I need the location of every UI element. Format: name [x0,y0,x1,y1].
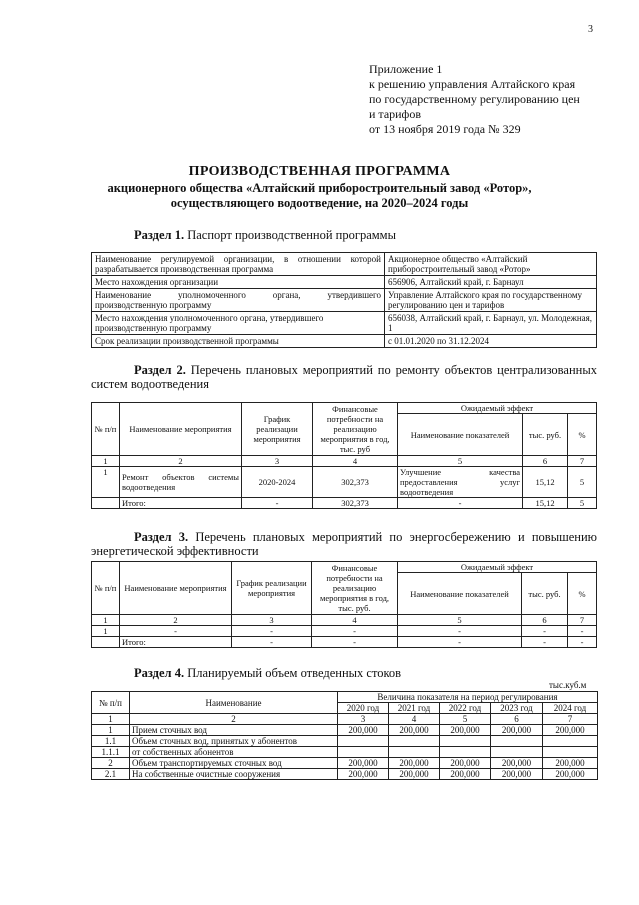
table-cell: 302,373 [313,467,398,498]
table-header: Наименование показателей [398,414,523,456]
table-cell: от собственных абонентов [130,747,338,758]
table-header: Наименование мероприятия [120,403,242,456]
table-header: 2022 год [440,703,491,714]
table-header: тыс. руб. [522,573,568,615]
table-cell: - [232,637,312,648]
table-cell: 200,000 [491,769,543,780]
table-cell: - [312,637,398,648]
table-cell: - [398,637,522,648]
table-cell: 2 [130,714,338,725]
table-cell: 200,000 [543,769,598,780]
table-cell: 5 [568,498,597,509]
appendix-line: Приложение 1 [369,62,443,76]
table-cell: 200,000 [389,769,440,780]
table-cell: 7 [568,456,597,467]
table-cell: - [568,626,597,637]
table-cell [92,498,120,509]
table-cell: 1 [92,467,120,498]
table-cell: Срок реализации производственной программы [92,335,385,348]
document-title: ПРОИЗВОДСТВЕННАЯ ПРОГРАММА [188,164,451,179]
table-row [92,456,597,467]
table-row [92,615,597,626]
table-cell: - [232,626,312,637]
table-cell: 2020-2024 [242,467,313,498]
table-row [92,335,597,348]
unit-label: тыс.куб.м [549,680,587,690]
table-header: График реализации мероприятия [242,403,313,456]
section3-heading [91,530,597,558]
table-cell: 2 [120,456,242,467]
table-header: № п/п [92,562,120,615]
table-cell: - [120,626,232,637]
table-row [92,467,597,498]
table-cell: 200,000 [338,758,389,769]
table-cell: 1 [92,615,120,626]
appendix-line: и тарифов [369,107,422,121]
table-row [92,725,598,736]
section1-label: Раздел 1. [134,228,185,242]
table-cell: Управление Алтайского края по государственному регулированию цен и тарифов [385,289,597,312]
table-cell: 200,000 [491,725,543,736]
table-cell [543,736,598,747]
table-cell: - [522,626,568,637]
table-cell: Место нахождения организации [92,276,385,289]
passport-table [91,252,597,348]
table-cell: 5 [398,615,522,626]
table-header: 2023 год [491,703,543,714]
section1-title: Паспорт производственной программы [184,228,396,242]
table-header: Финансовые потребности на реализацию мероприятия в год, тыс. руб [313,403,398,456]
table-row [92,714,598,725]
table-row [92,692,598,703]
table-row [92,403,597,414]
table-cell: 7 [568,615,597,626]
volume-table [91,691,598,780]
table-cell: 1.1.1 [92,747,130,758]
appendix-line: к решению управления Алтайского края [369,77,576,91]
table-row [92,747,598,758]
table-cell: 1 [92,714,130,725]
appendix-line: по государственному регулированию цен [369,92,580,106]
table-cell [389,736,440,747]
document-subtitle: акционерного общества «Алтайский приборостроительный завод «Ротор», [107,181,532,195]
table-cell: 15,12 [523,498,568,509]
page-number: 3 [588,24,593,35]
table-cell: Наименование регулируемой организации, в отношении которой разрабатывается производственная программа [92,253,385,276]
energy-table [91,561,597,648]
table-cell: 1 [92,456,120,467]
section1-heading [134,228,396,243]
table-cell: 1 [92,725,130,736]
table-cell: 1.1 [92,736,130,747]
section2-label: Раздел 2. [134,363,186,377]
table-cell: - [398,626,522,637]
table-cell: 200,000 [338,725,389,736]
table-header: Наименование мероприятия [120,562,232,615]
table-cell: 7 [543,714,598,725]
table-cell: Итого: [120,637,232,648]
table-cell: Наименование уполномоченного органа, утвердившего производственную программу [92,289,385,312]
table-header: Наименование [130,692,338,714]
table-cell: - [398,498,523,509]
table-cell: 200,000 [440,758,491,769]
table-cell: 2 [92,758,130,769]
table-header: 2021 год [389,703,440,714]
table-cell: 200,000 [491,758,543,769]
table-cell: 15,12 [523,467,568,498]
table-row [92,253,597,276]
table-cell: Объем сточных вод, принятых у абонентов [130,736,338,747]
section3-label: Раздел 3. [134,530,189,544]
table-cell: На собственные очистные сооружения [130,769,338,780]
table-row [92,769,598,780]
table-cell [491,736,543,747]
table-cell: 3 [242,456,313,467]
section2-title: Перечень плановых мероприятий по ремонту объектов централизованных систем водоотведения [91,363,597,391]
section2-heading [91,363,597,391]
section4-heading [134,666,401,681]
table-cell: - [522,637,568,648]
table-cell: - [568,637,597,648]
table-cell: 200,000 [543,725,598,736]
table-cell: 3 [338,714,389,725]
table-cell: Улучшение качества предоставления услуг водоотведения [398,467,523,498]
table-cell [543,747,598,758]
table-cell: 200,000 [338,769,389,780]
table-cell: - [242,498,313,509]
document-subtitle-2: осуществляющего водоотведение, на 2020–2024 годы [170,196,469,210]
table-cell: Акционерное общество «Алтайский приборостроительный завод «Ротор» [385,253,597,276]
table-row [92,758,598,769]
table-cell [491,747,543,758]
repair-table [91,402,597,509]
table-row [92,289,597,312]
table-header: 2020 год [338,703,389,714]
table-row [92,498,597,509]
table-cell: Объем транспортируемых сточных вод [130,758,338,769]
table-header: Наименование показателей [398,573,522,615]
table-cell [92,637,120,648]
table-cell: 200,000 [440,769,491,780]
table-header: тыс. руб. [523,414,568,456]
table-cell: 4 [313,456,398,467]
section4-title: Планируемый объем отведенных стоков [184,666,402,680]
table-cell [338,747,389,758]
table-cell: 656038, Алтайский край, г. Барнаул, ул. Молодежная, 1 [385,312,597,335]
table-row [92,562,597,573]
table-cell [440,747,491,758]
table-cell: 4 [389,714,440,725]
table-row [92,312,597,335]
table-cell: 4 [312,615,398,626]
table-cell: с 01.01.2020 по 31.12.2024 [385,335,597,348]
table-cell: Ремонт объектов системы водоотведения [120,467,242,498]
table-row [92,626,597,637]
table-header: № п/п [92,403,120,456]
table-cell: 200,000 [389,758,440,769]
table-header: График реализации мероприятия [232,562,312,615]
table-cell [440,736,491,747]
table-header: % [568,414,597,456]
table-row [92,736,598,747]
table-row [92,637,597,648]
appendix-block [369,62,629,137]
table-cell: 200,000 [389,725,440,736]
table-row [92,276,597,289]
table-header: 2024 год [543,703,598,714]
table-cell: 2.1 [92,769,130,780]
table-cell: 6 [523,456,568,467]
table-cell: 656906, Алтайский край, г. Барнаул [385,276,597,289]
section4-label: Раздел 4. [134,666,185,680]
table-cell: Прием сточных вод [130,725,338,736]
table-cell: 6 [522,615,568,626]
table-cell: 200,000 [440,725,491,736]
table-cell: 5 [568,467,597,498]
table-cell: 302,373 [313,498,398,509]
table-cell: Место нахождения уполномоченного органа, утвердившего производственную программу [92,312,385,335]
table-header: Финансовые потребности на реализацию мероприятия в год, тыс. руб. [312,562,398,615]
table-cell [338,736,389,747]
table-cell: 5 [398,456,523,467]
table-cell: 1 [92,626,120,637]
table-cell: Итого: [120,498,242,509]
table-header: Ожидаемый эффект [398,562,597,573]
table-cell: 200,000 [543,758,598,769]
table-header: № п/п [92,692,130,714]
appendix-line: от 13 ноября 2019 года № 329 [369,122,521,136]
table-cell: 3 [232,615,312,626]
table-cell: - [312,626,398,637]
table-cell: 2 [120,615,232,626]
table-header: % [568,573,597,615]
table-header: Ожидаемый эффект [398,403,597,414]
table-header: Величина показателя на период регулирования [338,692,598,703]
section3-title: Перечень плановых мероприятий по энергосбережению и повышению энергетической эффективности [91,530,597,558]
table-cell: 5 [440,714,491,725]
table-cell: 6 [491,714,543,725]
table-cell [389,747,440,758]
